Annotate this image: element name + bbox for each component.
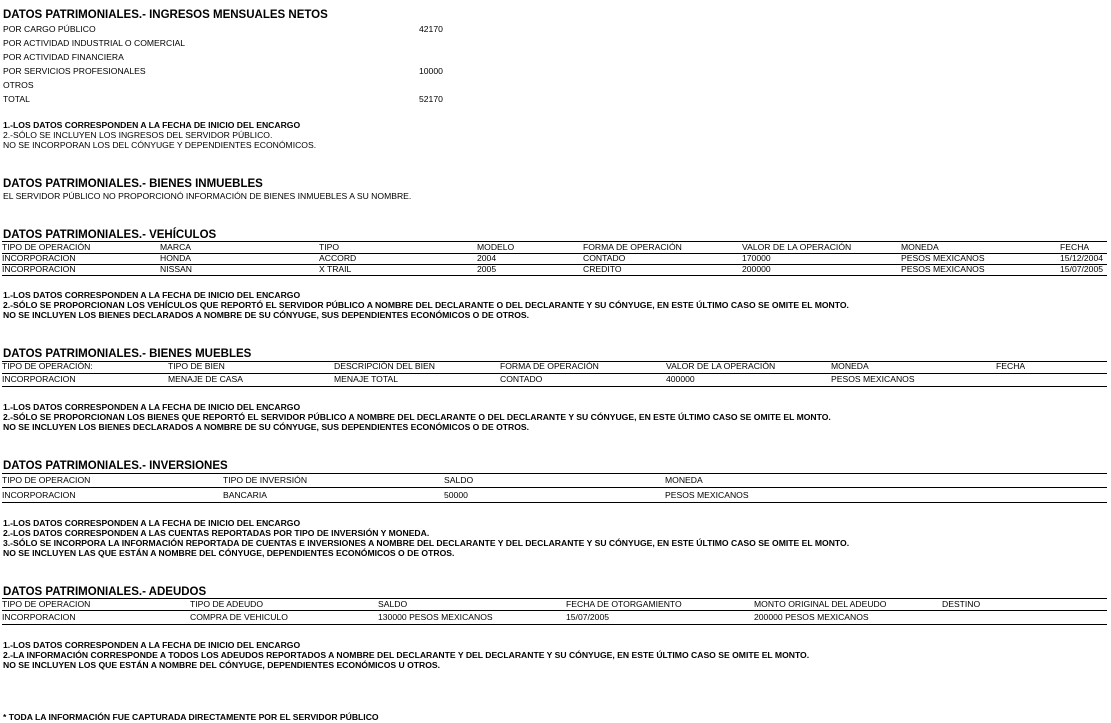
vehiculos-header-row <box>2 242 1107 253</box>
col-header: TIPO DE OPERACIÓN: <box>2 361 93 371</box>
col-header: TIPO DE BIEN <box>168 361 225 371</box>
cell: X TRAIL <box>319 264 352 274</box>
col-header: VALOR DE LA OPERACIÓN <box>742 242 852 252</box>
note: 3.-SÓLO SE INCORPORA LA INFORMACIÓN REPORTADA DE CUENTAS E INVERSIONES A NOMBRE DEL DECLARANTE Y DEL DECLARANTE Y SU CÓNYUGE, EN ESTE ÚLTIMO CASO SE OMITE EL MONTO. <box>3 538 850 548</box>
ingresos-label-financiera: POR ACTIVIDAD FINANCIERA <box>3 52 124 62</box>
cell: ACCORD <box>319 253 357 263</box>
ingresos-label-cargo: POR CARGO PÚBLICO <box>3 24 96 34</box>
ingresos-value-cargo: 42170 <box>419 24 443 34</box>
cell: 170000 <box>742 253 771 263</box>
cell: CONTADO <box>500 374 543 384</box>
note: NO SE INCLUYEN LOS BIENES DECLARADOS A NOMBRE DE SU CÓNYUGE, SUS DEPENDIENTES ECONÓMICOS O DE OTROS. <box>3 310 530 320</box>
note: 1.-LOS DATOS CORRESPONDEN A LA FECHA DE INICIO DEL ENCARGO <box>3 402 301 412</box>
inmuebles-title: DATOS PATRIMONIALES.- BIENES INMUEBLES <box>3 178 263 190</box>
divider <box>2 502 1107 503</box>
col-header: SALDO <box>444 475 474 485</box>
ingresos-title: DATOS PATRIMONIALES.- INGRESOS MENSUALES NETOS <box>3 9 328 21</box>
ingresos-notes <box>3 120 316 150</box>
col-header: DESTINO <box>942 599 981 609</box>
adeudos-notes <box>3 640 809 670</box>
note: 1.-LOS DATOS CORRESPONDEN A LA FECHA DE INICIO DEL ENCARGO <box>3 518 301 528</box>
ingresos-label-industrial: POR ACTIVIDAD INDUSTRIAL O COMERCIAL <box>3 38 186 48</box>
cell: PESOS MEXICANOS <box>831 374 915 384</box>
cell: 15/07/2005 <box>1060 264 1104 274</box>
note: NO SE INCLUYEN LAS QUE ESTÁN A NOMBRE DEL CÓNYUGE, DEPENDIENTES ECONÓMICOS O DE OTROS. <box>3 548 455 558</box>
table-row <box>2 490 1107 501</box>
inversiones-notes <box>3 518 849 558</box>
vehiculos-notes <box>3 290 849 320</box>
table-row <box>2 374 1107 385</box>
muebles-title: DATOS PATRIMONIALES.- BIENES MUEBLES <box>3 348 252 360</box>
ingresos-value-servicios: 10000 <box>419 66 443 76</box>
note: 2.-LA INFORMACIÓN CORRESPONDE A TODOS LOS ADEUDOS REPORTADOS A NOMBRE DEL DECLARANTE Y DEL DECLARANTE Y SU CÓNYUGE, EN ESTE ÚLTIMO CASO SE OMITE EL MONTO. <box>3 650 810 660</box>
note: NO SE INCORPORAN LOS DEL CÓNYUGE Y DEPENDIENTES ECONÓMICOS. <box>3 140 317 150</box>
table-row <box>2 612 1107 623</box>
ingresos-label-total: TOTAL <box>3 94 30 104</box>
divider <box>2 473 1107 474</box>
divider <box>2 275 1107 276</box>
note: 1.-LOS DATOS CORRESPONDEN A LA FECHA DE INICIO DEL ENCARGO <box>3 120 301 130</box>
ingresos-label-otros: OTROS <box>3 80 34 90</box>
inversiones-header-row <box>2 475 1107 486</box>
col-header: DESCRIPCIÓN DEL BIEN <box>334 361 435 371</box>
col-header: TIPO DE OPERACION <box>2 599 91 609</box>
col-header: FORMA DE OPERACIÓN <box>500 361 599 371</box>
col-header: MODELO <box>477 242 515 252</box>
divider <box>2 624 1107 625</box>
cell: HONDA <box>160 253 192 263</box>
cell: 400000 <box>666 374 695 384</box>
cell: MENAJE TOTAL <box>334 374 398 384</box>
ingresos-value-total: 52170 <box>419 94 443 104</box>
divider <box>2 386 1107 387</box>
cell: 15/12/2004 <box>1060 253 1104 263</box>
cell: INCORPORACION <box>2 612 76 622</box>
col-header: FECHA <box>996 361 1026 371</box>
vehiculos-title: DATOS PATRIMONIALES.- VEHÍCULOS <box>3 229 217 241</box>
cell: NISSAN <box>160 264 192 274</box>
col-header: TIPO <box>319 242 340 252</box>
note: 2.-LOS DATOS CORRESPONDEN A LAS CUENTAS REPORTADAS POR TIPO DE INVERSIÓN Y MONEDA. <box>3 528 430 538</box>
cell: COMPRA DE VEHICULO <box>190 612 288 622</box>
cell: INCORPORACION <box>2 374 76 384</box>
note: NO SE INCLUYEN LOS BIENES DECLARADOS A NOMBRE DE SU CÓNYUGE, SUS DEPENDIENTES ECONÓMICOS O DE OTROS. <box>3 422 530 432</box>
footer-note: * TODA LA INFORMACIÓN FUE CAPTURADA DIRECTAMENTE POR EL SERVIDOR PÚBLICO <box>3 712 379 722</box>
cell: 2004 <box>477 253 497 263</box>
cell: PESOS MEXICANOS <box>901 264 985 274</box>
note: 1.-LOS DATOS CORRESPONDEN A LA FECHA DE INICIO DEL ENCARGO <box>3 290 301 300</box>
col-header: SALDO <box>378 599 408 609</box>
col-header: TIPO DE OPERACIÓN <box>2 242 91 252</box>
col-header: MONTO ORIGINAL DEL ADEUDO <box>754 599 887 609</box>
col-header: VALOR DE LA OPERACIÓN <box>666 361 776 371</box>
cell: 130000 PESOS MEXICANOS <box>378 612 493 622</box>
ingresos-label-servicios: POR SERVICIOS PROFESIONALES <box>3 66 146 76</box>
col-header: MARCA <box>160 242 192 252</box>
cell: 15/07/2005 <box>566 612 610 622</box>
cell: BANCARIA <box>223 490 267 500</box>
adeudos-header-row <box>2 599 1107 610</box>
cell: MENAJE DE CASA <box>168 374 243 384</box>
col-header: FECHA DE OTORGAMIENTO <box>566 599 682 609</box>
cell: 200000 PESOS MEXICANOS <box>754 612 869 622</box>
col-header: MONEDA <box>665 475 703 485</box>
col-header: MONEDA <box>901 242 939 252</box>
col-header: FORMA DE OPERACIÓN <box>583 242 682 252</box>
cell: CREDITO <box>583 264 622 274</box>
adeudos-title: DATOS PATRIMONIALES.- ADEUDOS <box>3 586 207 598</box>
table-row <box>2 264 1107 275</box>
inmuebles-text: EL SERVIDOR PÚBLICO NO PROPORCIONÓ INFORMACIÓN DE BIENES INMUEBLES A SU NOMBRE. <box>3 191 412 201</box>
cell: PESOS MEXICANOS <box>665 490 749 500</box>
divider <box>2 487 1107 488</box>
cell: PESOS MEXICANOS <box>901 253 985 263</box>
cell: INCORPORACION <box>2 264 76 274</box>
note: 2.-SÓLO SE INCLUYEN LOS INGRESOS DEL SERVIDOR PÚBLICO. <box>3 130 273 140</box>
cell: 2005 <box>477 264 497 274</box>
col-header: TIPO DE INVERSIÓN <box>223 475 308 485</box>
inversiones-title: DATOS PATRIMONIALES.- INVERSIONES <box>3 460 228 472</box>
col-header: TIPO DE OPERACION <box>2 475 91 485</box>
muebles-notes <box>3 402 831 432</box>
divider <box>2 610 1107 611</box>
note: 2.-SÓLO SE PROPORCIONAN LOS BIENES QUE REPORTÓ EL SERVIDOR PÚBLICO A NOMBRE DEL DECLARANTE O DEL DECLARANTE Y SU CÓNYUGE, EN ESTE ÚLTIMO CASO SE OMITE EL MONTO. <box>3 412 831 422</box>
muebles-header-row <box>2 361 1107 372</box>
note: NO SE INCLUYEN LOS QUE ESTÁN A NOMBRE DEL CÓNYUGE, DEPENDIENTES ECONÓMICOS U OTROS. <box>3 660 441 670</box>
col-header: MONEDA <box>831 361 869 371</box>
cell: INCORPORACION <box>2 490 76 500</box>
col-header: FECHA <box>1060 242 1090 252</box>
col-header: TIPO DE ADEUDO <box>190 599 264 609</box>
note: 2.-SÓLO SE PROPORCIONAN LOS VEHÍCULOS QUE REPORTÓ EL SERVIDOR PÚBLICO A NOMBRE DEL DECLARANTE O DEL DECLARANTE Y SU CÓNYUGE, EN ESTE ÚLTIMO CASO SE OMITE EL MONTO. <box>3 300 849 310</box>
cell: CONTADO <box>583 253 626 263</box>
table-row <box>2 253 1107 264</box>
cell: INCORPORACION <box>2 253 76 263</box>
cell: 200000 <box>742 264 771 274</box>
cell: 50000 <box>444 490 468 500</box>
note: 1.-LOS DATOS CORRESPONDEN A LA FECHA DE INICIO DEL ENCARGO <box>3 640 301 650</box>
